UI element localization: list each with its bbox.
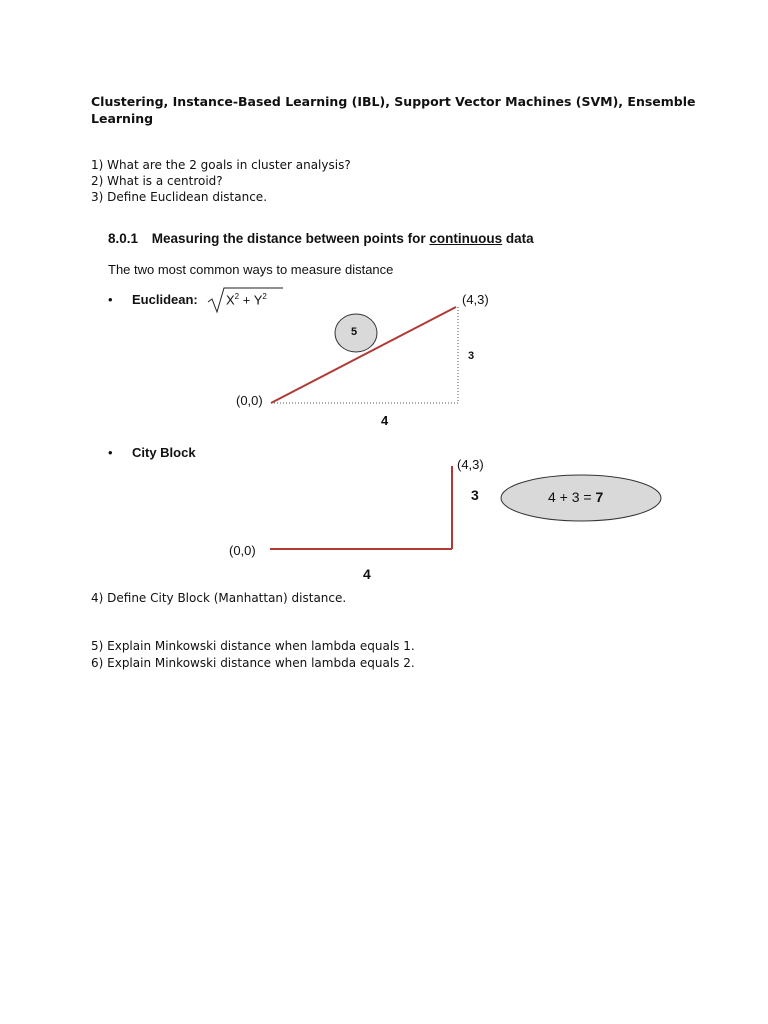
sum-label xyxy=(548,489,603,505)
cityblock-point-label: (4,3) xyxy=(457,457,484,472)
section-underlined: continuous xyxy=(429,231,503,246)
cityblock-label: City Block xyxy=(132,445,196,460)
euclidean-horiz-label: 4 xyxy=(381,413,389,428)
bullet-dot: • xyxy=(108,292,113,307)
question-2: 2) What is a centroid? xyxy=(91,174,223,188)
euclidean-label: Euclidean: xyxy=(132,292,198,307)
formula-x-exp: 2 xyxy=(234,292,240,301)
bullet-dot: • xyxy=(108,445,113,460)
euclidean-point-label: (4,3) xyxy=(462,292,489,307)
cityblock-origin-label: (0,0) xyxy=(229,543,256,558)
cityblock-horiz-label: 4 xyxy=(363,566,371,582)
hyp-label: 5 xyxy=(351,326,358,338)
sum-result: 7 xyxy=(595,489,604,505)
cityblock-bullet xyxy=(108,445,196,460)
formula-x: X xyxy=(226,292,235,308)
sum-text: 4 + 3 = xyxy=(548,489,592,505)
section-text-before: Measuring the distance between points for xyxy=(151,231,426,246)
section-text-after: data xyxy=(505,231,534,246)
question-4: 4) Define City Block (Manhattan) distance. xyxy=(91,591,347,605)
page-title: Clustering, Instance-Based Learning (IBL), Support Vector Machines (SVM), Ensemble Learning xyxy=(91,94,696,126)
question-1: 1) What are the 2 goals in cluster analysis? xyxy=(91,158,351,172)
intro-text: The two most common ways to measure distance xyxy=(108,262,394,277)
formula-plus-y: + Y xyxy=(242,292,263,308)
euclidean-origin-label: (0,0) xyxy=(236,393,263,408)
euclidean-vert-label: 3 xyxy=(468,350,475,362)
formula-y-exp: 2 xyxy=(262,292,267,301)
sqrt-sign xyxy=(208,288,283,312)
question-3: 3) Define Euclidean distance. xyxy=(91,190,268,204)
question-5: 5) Explain Minkowski distance when lambda equals 1. xyxy=(91,639,415,653)
section-number: 8.0.1 xyxy=(108,231,139,246)
cityblock-vert-label: 3 xyxy=(471,487,479,503)
question-6: 6) Explain Minkowski distance when lambda equals 2. xyxy=(91,656,415,670)
